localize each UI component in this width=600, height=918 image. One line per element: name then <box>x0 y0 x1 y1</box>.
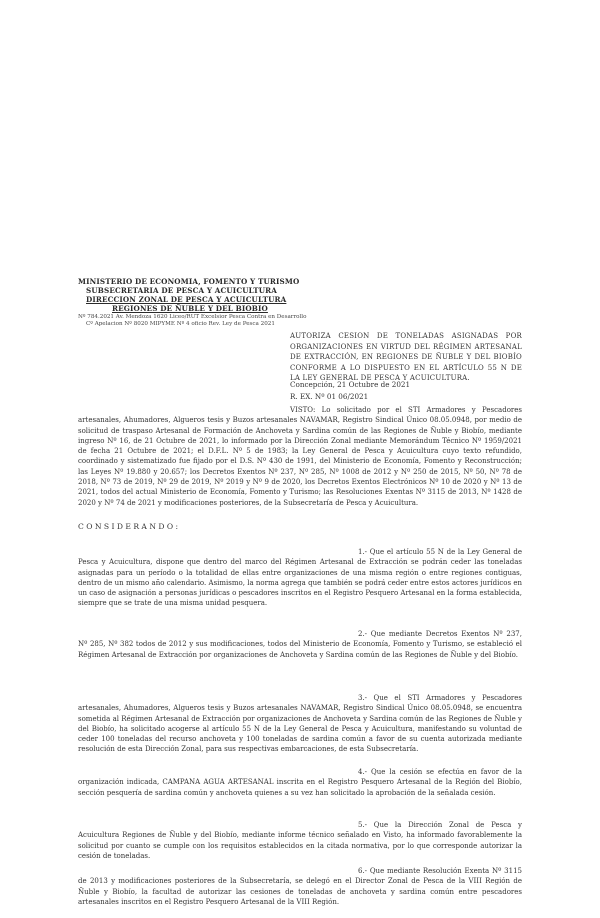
resolution-number: R. EX. Nº 01 06/2021 <box>290 392 369 401</box>
subsecretaria-line: SUBSECRETARIA DE PESCA Y ACUICULTURA <box>86 286 277 295</box>
ministry-line: MINISTERIO DE ECONOMIA, FOMENTO Y TURISMO <box>78 277 300 286</box>
visto-paragraph: VISTO: Lo solicitado por el STI Armadores y Pescadores artesanales, Ahumadores, Algueros tesis y Buzos artesanales NAVAMAR, Registro Sindical Único 08.05.0948, por medio de solicitud de traspaso Artesanal de Formación de Anchoveta y Sardina común de las Regiones de Ñuble y Biobío, mediante ingreso Nº 16, de 21 Octubre de 2021, lo informado por la Dirección Zonal mediante Memorándum Técnico Nº 1959/2021 de fecha 21 Octubre de 2021; el D.F.L. Nº 5 de 1983; la Ley General de Pesca y Acuicultura cuyo texto refundido, coordinado y sistematizado fue fijado por el D.S. Nº 430 de 1991, del Ministerio de Economía, Fomento y Reconstrucción; las Leyes Nº 19.880 y 20.657; los Decretos Exentos Nº 237, Nº 285, Nº 1008 de 2012 y Nº 250 de 2015, Nº 50, Nº 78 de 2018, Nº 73 de 2019, Nº 29 de 2019, Nº 2019 y Nº 9 de 2020, los Decretos Exentos Electrónicos Nº 10 de 2020 y Nº 13 de 2021, todos del actual Ministerio de Economía, Fomento y Turismo; las Resoluciones Exentas Nº 3115 de 2013, Nº 1428 de 2020 y Nº 74 de 2021 y modificaciones posteriores, de la Subsecretaría de Pesca y Acuicultura. <box>78 406 522 507</box>
direction-line: DIRECCION ZONAL DE PESCA Y ACUICULTURA <box>86 295 287 304</box>
reference-line-2: Cº Apelacion Nº 8020 MIPYME Nº 4 oficio Rev. Ley de Pesca 2021 <box>86 321 275 327</box>
reference-line-1: Nº 784.2021 Av. Mendoza 1620 Liceo/RUT Excelsior Pesca Contra en Desarrollo <box>78 314 307 320</box>
considerando-paragraph-6: 6.- Que mediante Resolución Exenta Nº 3115 de 2013 y modificaciones posteriores de la Subsecretaría, se delegó en el Director Zonal de Pesca de la VIII Región de Ñuble y Biobío, la facultad de autorizar las cesiones de toneladas de anchoveta y sardina común entre pescadores artesanales inscritos en el Registro Pesquero Artesanal de la VIII Región. <box>78 867 522 906</box>
considerando-heading: CONSIDERANDO: <box>78 522 181 531</box>
considerando-paragraph-5: 5.- Que la Dirección Zonal de Pesca y Acuicultura Regiones de Ñuble y del Biobío, mediante informe técnico señalado en Visto, ha informado favorablemente la solicitud por cuanto se cumple con los requisitos establecidos en la citada normativa, por lo que corresponde autorizar la cesión de toneladas. <box>78 821 522 860</box>
considerando-paragraph-2: 2.- Que mediante Decretos Exentos Nº 237, Nº 285, Nº 382 todos de 2012 y sus modificaciones, todos del Ministerio de Economía, Fomento y Turismo, se estableció el Régimen Artesanal de Extracción por organizaciones de Anchoveta y Sardina común de las Regiones de Ñuble y del Biobío. <box>78 630 522 659</box>
considerando-paragraph-3: 3.- Que el STI Armadores y Pescadores artesanales, Ahumadores, Algueros tesis y Buzos artesanales NAVAMAR, Registro Sindical Único 08.05.0948, se encuentra sometida al Régimen Artesanal de Extracción por organizaciones de Anchoveta y Sardina común de las Regiones de Ñuble y del Biobío, ha solicitado acogerse al artículo 55 N de la Ley General de Pesca y Acuicultura, manifestando su voluntad de ceder 100 toneladas del recurso anchoveta y 100 toneladas de sardina común a favor de su cuenta autorizada mediante resolución de esta Dirección Zonal, para sus respectivas embarcaciones, de esta Subsecretaría. <box>78 694 522 754</box>
regions-line: REGIONES DE ÑUBLE Y DEL BIOBIO <box>112 304 268 313</box>
subject-block: AUTORIZA CESION DE TONELADAS ASIGNADAS POR ORGANIZACIONES EN VIRTUD DEL RÉGIMEN ARTESANAL DE EXTRACCIÓN, EN REGIONES DE ÑUBLE Y DEL BIOBÍO CONFORME A LO DISPUESTO EN EL ARTÍCULO 55 N DE LA LEY GENERAL DE PESCA Y ACUICULTURA. <box>290 332 522 383</box>
considerando-paragraph-1: 1.- Que el artículo 55 N de la Ley General de Pesca y Acuicultura, dispone que dentro del marco del Régimen Artesanal de Extracción se podrán ceder las toneladas asignadas para un período o la totalidad de ellas entre organizaciones de una misma región o entre regiones contiguas, dentro de un mismo año calendario. Asimismo, la norma agrega que también se podrá ceder entre estos actores jurídicos en un caso de asignación a personas jurídicas o pescadores inscritos en el Registro Pesquero Artesanal en la forma establecida, siempre que se trate de una misma unidad pesquera. <box>78 548 522 608</box>
considerando-paragraph-4: 4.- Que la cesión se efectúa en favor de la organización indicada, CAMPANA AGUA ARTESANAL inscrita en el Registro Pesquero Artesanal de la Región del Biobío, sección pesquería de sardina común y anchoveta quienes a su vez han solicitado la aprobación de la señalada cesión. <box>78 768 522 797</box>
place-date: Concepción, 21 Octubre de 2021 <box>290 380 411 389</box>
